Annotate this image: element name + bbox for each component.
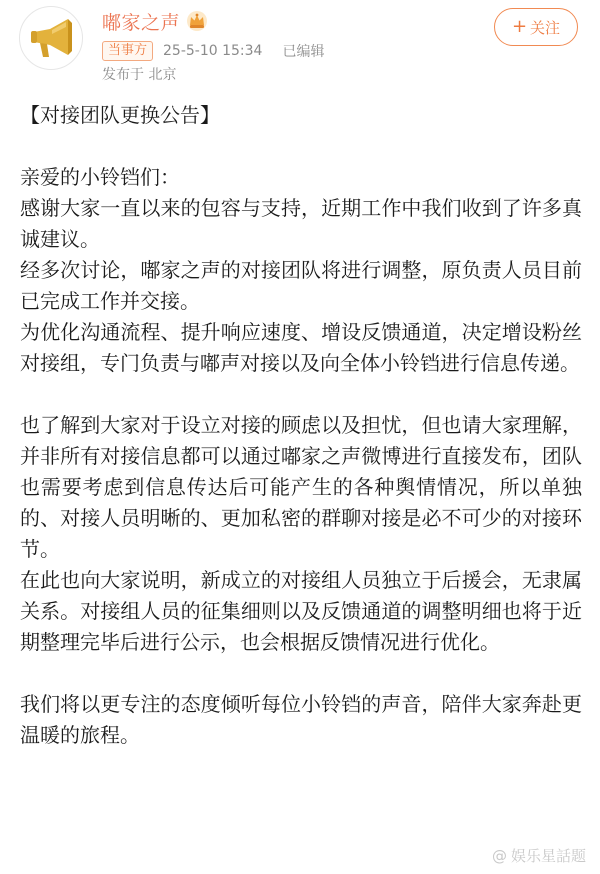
username[interactable]: 嘟家之声	[102, 11, 181, 34]
plus-icon: +	[511, 16, 528, 37]
at-icon: @	[491, 846, 507, 865]
post-paragraph: 经多次讨论，嘟家之声的对接团队将进行调整，原负责人员目前已完成工作并交接。	[20, 258, 582, 313]
watermark-text: 娱乐星話题	[510, 847, 586, 865]
post-title: 【对接团队更换公告】	[20, 103, 220, 127]
post-meta	[102, 40, 324, 62]
post-paragraph: 也了解到大家对于设立对接的顾虑以及担忧，但也请大家理解，并非所有对接信息都可以通过嘟家之声微博进行直接发布，团队也需要考虑到信息传达后可能产生的各种舆情情况，所以单独的、对接人员明晰的、更加私密的群聊对接是必不可少的对接环节。	[20, 413, 582, 561]
post-body	[0, 100, 600, 751]
post-paragraph: 为优化沟通流程、提升响应速度、增设反馈通道，决定增设粉丝对接组，专门负责与嘟声对接以及向全体小铃铛进行信息传递。	[20, 320, 582, 375]
username-row	[102, 6, 208, 36]
post-header	[0, 0, 600, 100]
follow-label: 关注	[530, 18, 561, 37]
role-badge: 当事方	[102, 41, 153, 61]
post-paragraph: 亲爱的小铃铛们：	[20, 165, 180, 189]
watermark	[492, 845, 586, 866]
megaphone-icon	[28, 17, 76, 61]
crown-icon	[186, 10, 208, 32]
edited-label[interactable]: 已编辑	[282, 44, 325, 60]
post-paragraph: 在此也向大家说明，新成立的对接组人员独立于后援会，无隶属关系。对接组人员的征集细则以及反馈通道的调整明细也将于近期整理完毕后进行公示，也会根据反馈情况进行优化。	[20, 568, 582, 654]
post-time: 25-5-10 15:34	[163, 43, 263, 59]
follow-button[interactable]	[494, 8, 578, 46]
post-paragraph: 感谢大家一直以来的包容与支持，近期工作中我们收到了许多真诚建议。	[20, 196, 582, 251]
avatar[interactable]	[19, 6, 83, 70]
post-paragraph: 我们将以更专注的态度倾听每位小铃铛的声音，陪伴大家奔赴更温暖的旅程。	[20, 692, 582, 747]
post-location: 发布于 北京	[102, 67, 177, 83]
